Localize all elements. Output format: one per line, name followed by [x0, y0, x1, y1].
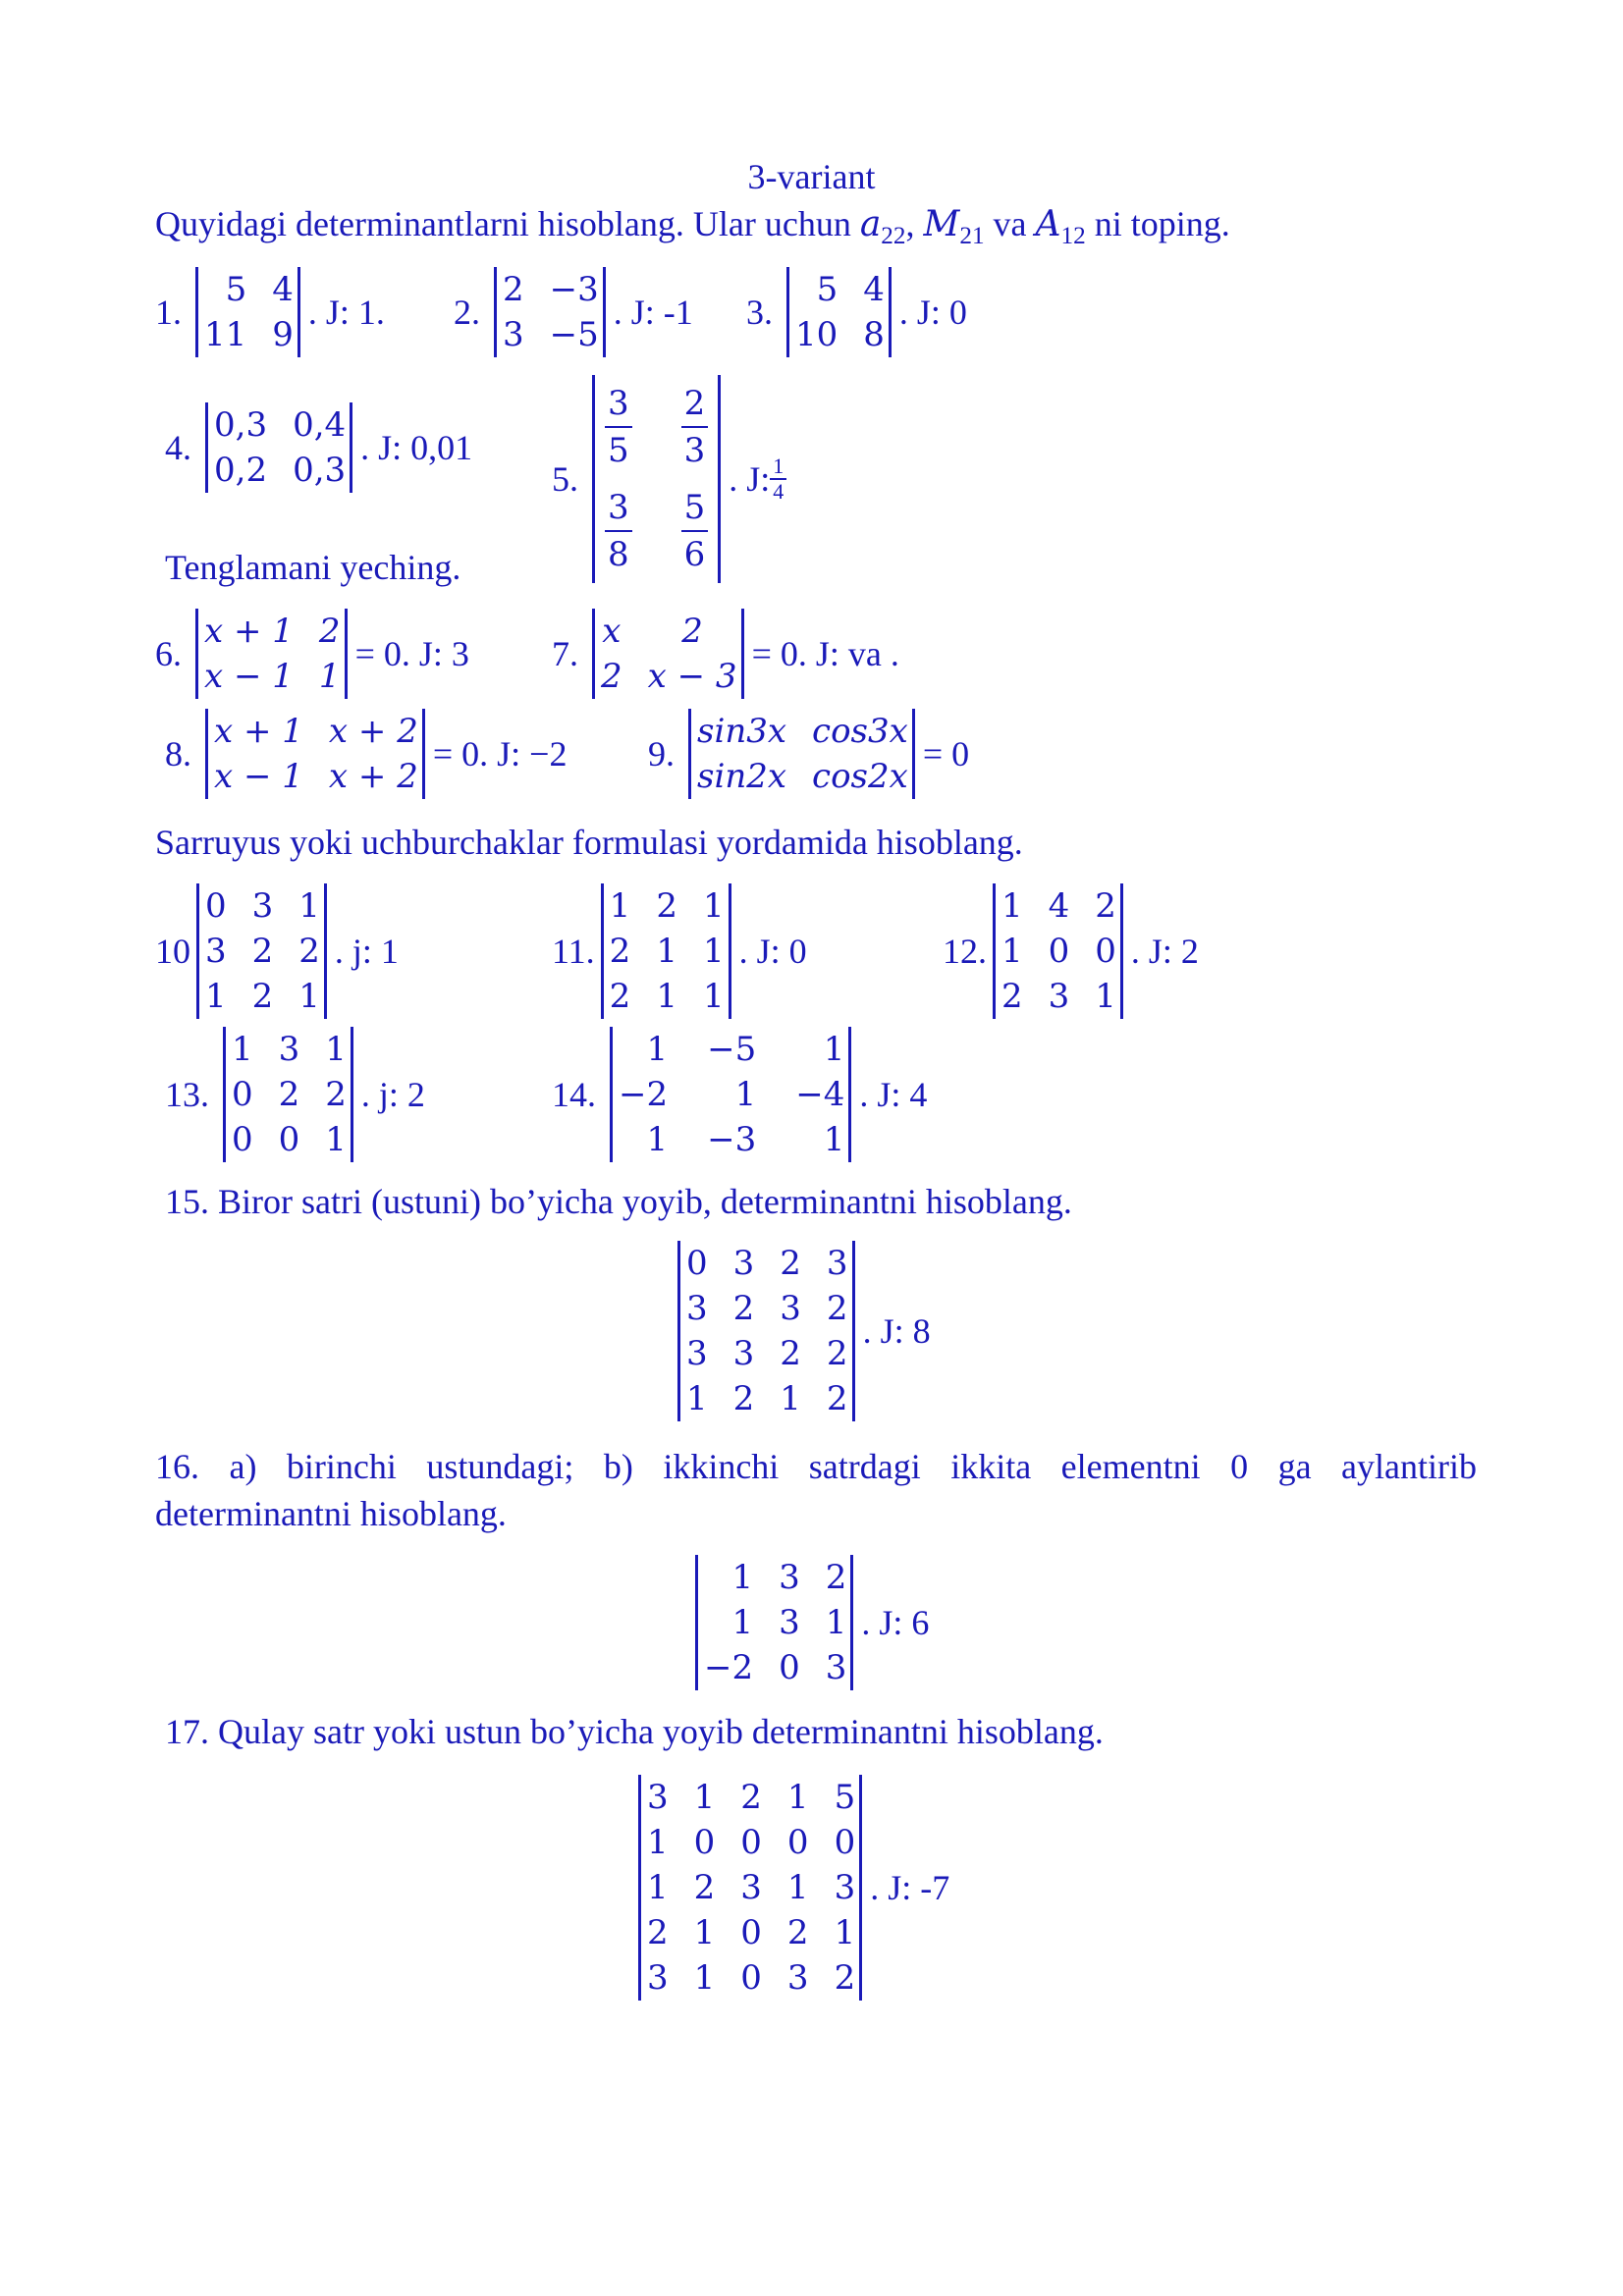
- problem-4: [165, 402, 472, 493]
- intro-instruction: [155, 204, 1230, 256]
- problem-2: [454, 267, 693, 357]
- matrix-cell: 1: [656, 932, 677, 971]
- var-capital-a-sub: 12: [1060, 223, 1086, 250]
- answer: = 0. J: 3: [354, 634, 469, 673]
- matrix-cell: x + 1: [214, 712, 303, 751]
- problem-number: 8.: [165, 734, 191, 774]
- problem-8: [165, 709, 567, 799]
- matrix-cell: 2: [609, 977, 631, 1016]
- matrix-cell: 11: [204, 315, 247, 354]
- matrix-cell: x + 2: [328, 712, 418, 751]
- problem-7: [552, 609, 899, 699]
- determinant: [695, 1555, 853, 1690]
- answer-fraction: 1 4: [770, 454, 786, 504]
- matrix-cell: 2: [681, 612, 703, 651]
- problem-9: [648, 709, 969, 799]
- matrix-cell: x − 1: [214, 757, 303, 796]
- matrix-cell: 1: [786, 1778, 809, 1817]
- problem-number: 2.: [454, 293, 480, 332]
- matrix-cell: 5: [816, 270, 839, 309]
- intro-sep2: va: [984, 204, 1036, 243]
- matrix-cell: −5: [707, 1030, 757, 1069]
- matrix-cell: 9: [272, 315, 294, 354]
- matrix-cell: 3: [686, 1289, 708, 1328]
- matrix-cell: 1: [298, 886, 320, 926]
- determinant: [610, 1027, 851, 1162]
- problem-17-instruction: 17. Qulay satr yoki ustun bo’yicha yoyib determinantni hisoblang.: [165, 1712, 1104, 1751]
- matrix-cell: 3: [826, 1244, 848, 1283]
- matrix-cell: x: [602, 612, 622, 651]
- matrix-cell: 0: [786, 1823, 809, 1862]
- matrix-cell: 3: [503, 315, 524, 354]
- matrix-cell: 0: [1095, 932, 1116, 971]
- matrix-cell: 3: [834, 1868, 856, 1907]
- matrix-cell: 0,3: [293, 451, 347, 490]
- page-title: 3-variant: [747, 157, 876, 196]
- matrix-cell: 2: [732, 1289, 755, 1328]
- matrix-cell: cos3x: [812, 712, 908, 751]
- intro-tail: ni toping.: [1085, 204, 1230, 243]
- problem-14: [552, 1027, 927, 1162]
- matrix-cell: 3: [732, 1244, 755, 1283]
- matrix-cell: 2: [278, 1075, 300, 1114]
- matrix-cell: 1: [646, 1120, 669, 1159]
- matrix-cell: x − 1: [204, 657, 294, 696]
- var-a: a: [859, 204, 882, 244]
- problem-number: 12.: [943, 932, 987, 971]
- problem-number: 9.: [648, 734, 675, 774]
- matrix-cell: 2: [780, 1244, 801, 1283]
- problem-number: 3.: [746, 293, 773, 332]
- matrix-cell: 4: [863, 270, 885, 309]
- matrix-cell: 1: [1001, 932, 1023, 971]
- matrix-cell: 0,3: [214, 405, 268, 445]
- problem-17: [634, 1775, 949, 2001]
- matrix-cell: 2: [693, 1868, 716, 1907]
- answer: = 0. J: −2: [432, 734, 568, 774]
- determinant: [195, 609, 348, 699]
- determinant: [592, 609, 744, 699]
- matrix-cell: 0: [686, 1244, 708, 1283]
- matrix-cell: 2: [1001, 977, 1023, 1016]
- matrix-cell: cos2x: [812, 757, 908, 796]
- matrix-cell: 8: [863, 315, 885, 354]
- matrix-cell: 2: [825, 1558, 847, 1597]
- fraction-cell: 2 3: [681, 381, 709, 473]
- answer: = 0. J: va .: [751, 634, 899, 673]
- problem-13: [165, 1027, 425, 1162]
- matrix-cell: 1: [232, 1030, 253, 1069]
- problem-10: [155, 883, 399, 1019]
- matrix-cell: 3: [779, 1558, 800, 1597]
- problem-16-instruction-line1: 16. a) birinchi ustundagi; b) ikkinchi satrdagi ikkita elementni 0 ga aylantirib: [155, 1447, 1477, 1486]
- matrix-cell: 0: [740, 1823, 762, 1862]
- problem-12: [943, 883, 1199, 1019]
- matrix-cell: 2: [740, 1778, 762, 1817]
- matrix-cell: 3: [779, 1603, 800, 1642]
- problem-5: [552, 375, 786, 583]
- matrix-cell: 2: [251, 932, 274, 971]
- matrix-cell: 2: [786, 1913, 809, 1952]
- determinant: [786, 267, 892, 357]
- matrix-cell: 1: [834, 1913, 856, 1952]
- matrix-cell: 0: [232, 1120, 253, 1159]
- problem-number: 6.: [155, 634, 182, 673]
- problem-number: 10: [155, 932, 190, 971]
- matrix-cell: 3: [647, 1778, 669, 1817]
- matrix-cell: 1: [731, 1603, 754, 1642]
- answer: . J: 6: [861, 1603, 930, 1642]
- answer: . j: 1: [334, 932, 399, 971]
- answer: . J: -7: [870, 1868, 950, 1907]
- fraction-cell: 3 8: [605, 485, 632, 577]
- matrix-cell: −3: [707, 1120, 757, 1159]
- matrix-cell: −4: [795, 1075, 845, 1114]
- matrix-cell: 0: [1048, 932, 1070, 971]
- matrix-cell: 3: [686, 1334, 708, 1373]
- matrix-cell: 3: [1048, 977, 1070, 1016]
- matrix-cell: 5: [225, 270, 247, 309]
- answer: . J: 0,01: [360, 428, 473, 467]
- matrix-cell: −2: [704, 1648, 754, 1687]
- fraction-cell: 5 6: [681, 485, 709, 577]
- matrix-cell: sin3x: [697, 712, 787, 751]
- matrix-cell: 2: [826, 1379, 848, 1418]
- matrix-cell: 2: [656, 886, 677, 926]
- matrix-cell: 3: [786, 1958, 809, 1998]
- section-equations-heading: Tenglamani yeching.: [165, 548, 461, 587]
- matrix-cell: 4: [1048, 886, 1070, 926]
- problem-16: [691, 1555, 929, 1690]
- matrix-cell: 2: [780, 1334, 801, 1373]
- matrix-cell: 3: [780, 1289, 801, 1328]
- matrix-cell: 1: [702, 977, 725, 1016]
- matrix-cell: 1: [823, 1120, 845, 1159]
- matrix-cell: 1: [693, 1958, 716, 1998]
- matrix-cell: 1: [825, 1603, 847, 1642]
- matrix-cell: 1: [734, 1075, 757, 1114]
- matrix-cell: 2: [732, 1379, 755, 1418]
- matrix-cell: x − 3: [647, 657, 737, 696]
- matrix-cell: 2: [826, 1289, 848, 1328]
- matrix-cell: sin2x: [697, 757, 787, 796]
- matrix-cell: 2: [325, 1075, 347, 1114]
- matrix-cell: 1: [731, 1558, 754, 1597]
- problem-number: 4.: [165, 428, 191, 467]
- matrix-cell: 3: [251, 886, 274, 926]
- matrix-cell: 0: [278, 1120, 300, 1159]
- problem-number: 1.: [155, 293, 182, 332]
- fraction-cell: 3 5: [605, 381, 632, 473]
- intro-text: Quyidagi determinantlarni hisoblang. Ular uchun: [155, 204, 860, 243]
- matrix-cell: 1: [686, 1379, 708, 1418]
- determinant: [205, 709, 425, 799]
- problem-number: 13.: [165, 1075, 209, 1114]
- matrix-cell: 1: [325, 1120, 347, 1159]
- section-sarrus-heading: Sarruyus yoki uchburchaklar formulasi yordamida hisoblang.: [155, 823, 1023, 862]
- matrix-cell: 0: [693, 1823, 716, 1862]
- matrix-cell: 1: [325, 1030, 347, 1069]
- matrix-cell: 2: [1095, 886, 1116, 926]
- matrix-cell: 10: [795, 315, 839, 354]
- matrix-cell: 1: [646, 1030, 669, 1069]
- matrix-cell: 1: [647, 1868, 669, 1907]
- matrix-cell: −3: [549, 270, 599, 309]
- determinant: [196, 883, 327, 1019]
- matrix-cell: 3: [205, 932, 227, 971]
- matrix-cell: 1: [1095, 977, 1116, 1016]
- problem-number: 14.: [552, 1075, 596, 1114]
- answer: . J: 8: [862, 1311, 931, 1351]
- matrix-cell: 1: [702, 932, 725, 971]
- matrix-cell: 0: [834, 1823, 856, 1862]
- matrix-cell: −5: [549, 315, 599, 354]
- answer: . J: 2: [1130, 932, 1199, 971]
- var-capital-a: A: [1035, 204, 1061, 244]
- matrix-cell: 1: [1001, 886, 1023, 926]
- matrix-cell: 0,4: [293, 405, 347, 445]
- problem-11: [552, 883, 807, 1019]
- problem-16-instruction-line2: determinantni hisoblang.: [155, 1494, 507, 1533]
- var-m-sub: 21: [959, 223, 985, 250]
- matrix-cell: 3: [732, 1334, 755, 1373]
- matrix-cell: 2: [826, 1334, 848, 1373]
- matrix-cell: 1: [693, 1913, 716, 1952]
- determinant: [494, 267, 606, 357]
- determinant: [677, 1241, 855, 1421]
- matrix-cell: 1: [693, 1778, 716, 1817]
- matrix-cell: 2: [503, 270, 524, 309]
- answer: . J: 0: [738, 932, 807, 971]
- matrix-cell: 1: [318, 657, 341, 696]
- matrix-cell: x + 2: [328, 757, 418, 796]
- determinant: [223, 1027, 353, 1162]
- problem-15-instruction: 15. Biror satri (ustuni) bo’yicha yoyib, determinantni hisoblang.: [165, 1182, 1072, 1221]
- matrix-cell: 2: [251, 977, 274, 1016]
- determinant: [195, 267, 300, 357]
- determinant: [688, 709, 915, 799]
- matrix-cell: 0: [779, 1648, 800, 1687]
- matrix-cell: 1: [298, 977, 320, 1016]
- problem-3: [746, 267, 967, 357]
- answer: . J: 4: [859, 1075, 928, 1114]
- matrix-cell: 5: [834, 1778, 856, 1817]
- matrix-cell: 3: [740, 1868, 762, 1907]
- matrix-cell: 2: [834, 1958, 856, 1998]
- matrix-cell: 1: [780, 1379, 801, 1418]
- problem-1: [155, 267, 385, 357]
- matrix-cell: 1: [786, 1868, 809, 1907]
- matrix-cell: 4: [272, 270, 294, 309]
- determinant: [205, 402, 352, 493]
- determinant: [638, 1775, 862, 2001]
- matrix-cell: 3: [647, 1958, 669, 1998]
- var-m: M: [923, 204, 960, 244]
- matrix-cell: 0: [232, 1075, 253, 1114]
- matrix-cell: 1: [205, 977, 227, 1016]
- answer: = 0: [922, 734, 970, 774]
- matrix-cell: 2: [601, 657, 622, 696]
- intro-sep1: ,: [905, 204, 924, 243]
- matrix-cell: 3: [278, 1030, 300, 1069]
- problem-15: [674, 1241, 931, 1421]
- answer: . J: -1: [613, 293, 693, 332]
- problem-6: [155, 609, 469, 699]
- answer-prefix: . J:: [729, 459, 771, 499]
- matrix-cell: x + 1: [204, 612, 294, 651]
- matrix-cell: 2: [609, 932, 631, 971]
- answer: . J: 0: [898, 293, 967, 332]
- var-a-sub: 22: [881, 223, 906, 250]
- matrix-cell: 2: [647, 1913, 669, 1952]
- matrix-cell: −2: [619, 1075, 669, 1114]
- matrix-cell: 1: [823, 1030, 845, 1069]
- matrix-cell: 2: [298, 932, 320, 971]
- matrix-cell: 1: [702, 886, 725, 926]
- matrix-cell: 2: [318, 612, 341, 651]
- answer: . J: 1.: [307, 293, 385, 332]
- matrix-cell: 3: [825, 1648, 847, 1687]
- matrix-cell: 0: [740, 1913, 762, 1952]
- problem-number: 11.: [552, 932, 595, 971]
- determinant: [592, 375, 721, 583]
- determinant: [601, 883, 731, 1019]
- problem-number: 5.: [552, 459, 578, 499]
- matrix-cell: 1: [656, 977, 677, 1016]
- matrix-cell: 0: [205, 886, 227, 926]
- matrix-cell: 0: [740, 1958, 762, 1998]
- problem-number: 7.: [552, 634, 578, 673]
- matrix-cell: 1: [647, 1823, 669, 1862]
- matrix-cell: 1: [609, 886, 631, 926]
- determinant: [993, 883, 1123, 1019]
- matrix-cell: 0,2: [214, 451, 268, 490]
- answer: . j: 2: [360, 1075, 425, 1114]
